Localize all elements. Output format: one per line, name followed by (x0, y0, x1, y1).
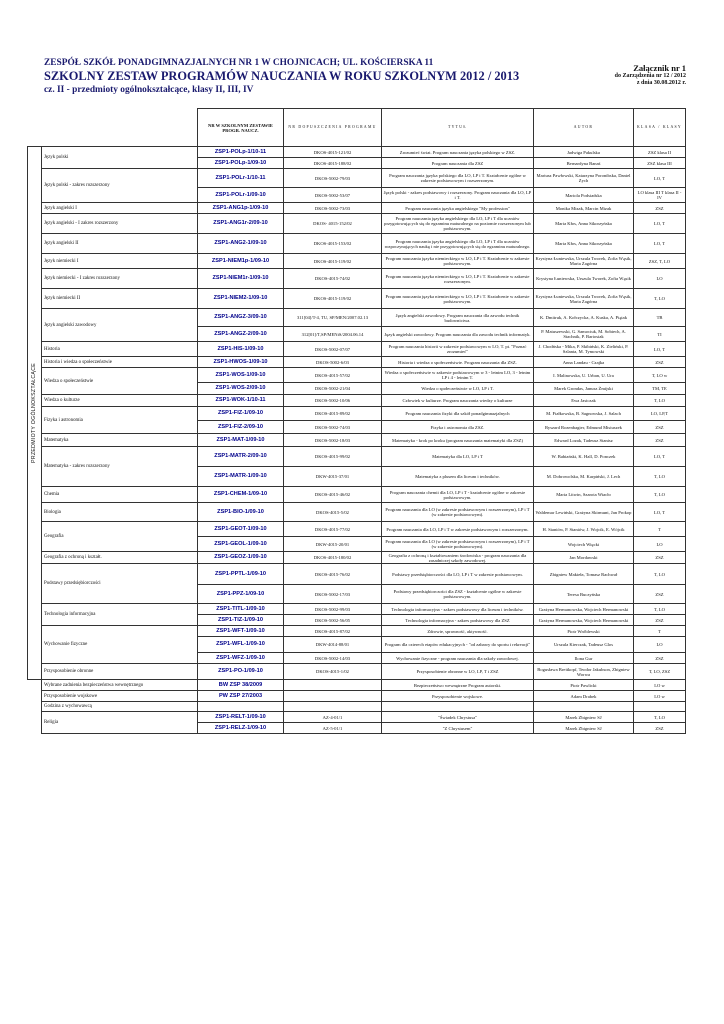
program-author: Jan Mordawski (534, 552, 634, 564)
subject-cell: Język angielski II (42, 234, 198, 254)
approval-number (284, 680, 382, 691)
program-number: ZSP1-WOK-1/10-11 (198, 395, 284, 407)
program-number: ZSP1-WFZ-1/09-10 (198, 653, 284, 664)
approval-number: DKOS-4015-180/02 (284, 552, 382, 564)
class-level: TI (634, 327, 686, 342)
approval-number: DKOS-4015-5/02 (284, 503, 382, 522)
subject-cell: Chemia (42, 487, 198, 503)
table-row (28, 342, 686, 357)
program-title: Język polski - zakres podstawowy i rozszerzony. Program nauczania dla LO, LP i T. (382, 188, 534, 203)
approval-number: DKOS-4015-76/02 (284, 564, 382, 585)
approval-number: DKOS-5002-53/07 (284, 188, 382, 203)
approval-number: DKOS-5002-18/03 (284, 434, 382, 447)
subject-cell: Matematyka (42, 434, 198, 447)
program-title: Podstawy przedsiębiorczości dla LO, LP i T w zakresie podstawowym. (382, 564, 534, 585)
attachment-note (615, 63, 686, 87)
approval-number: DKOS-5002-6/03 (284, 357, 382, 368)
class-level: LO w (634, 691, 686, 702)
program-number: ZSP1-MAT-1/09-10 (198, 434, 284, 447)
program-author: Urszula Kierczak, Tadeusz Glos (534, 637, 634, 653)
approval-number: DKOS-4015-121/02 (284, 147, 382, 158)
approval-number: DKOS-4015-153/02 (284, 234, 382, 254)
subject-cell: Technologia informacyjna (42, 604, 198, 626)
approval-number: DKOS-5002-17/03 (284, 585, 382, 604)
program-author: Waldemar Lewiński, Grażyna Skirmunt, Jan Prokop (534, 503, 634, 522)
empty-side-cell (28, 680, 42, 691)
program-number: ZSP1-NIEM1r-1/09-10 (198, 269, 284, 289)
program-title: Język angielski zawodowy. Program nauczania dla zawodu technik budownictwa. (382, 309, 534, 327)
class-level: ZSZ (634, 723, 686, 734)
class-level: LO w (634, 680, 686, 691)
table-row (28, 552, 686, 564)
class-level: T, LO (634, 604, 686, 615)
table-row (28, 269, 686, 289)
program-author: J. Chodńska - Mika, P. Skibiński, K. Zieliński, P. Szlanta, M. Tymowski (534, 342, 634, 357)
table-row (28, 147, 686, 158)
approval-number: DKOS-4015-89/02 (284, 407, 382, 421)
program-author: W. Babiański, K. Hall, D. Ponczek (534, 447, 634, 467)
program-title: Przysposobienie obronne w LO, LP, T i ZSZ (382, 664, 534, 680)
program-author: Piotr Wróblewski (534, 626, 634, 637)
program-title: Technologia informacyjna - zakres podstawowy dla liceum i techników. (382, 604, 534, 615)
program-title: Przysposobienie wojskowe. (382, 691, 534, 702)
program-author: Maria Kłos, Anna Sikorzyńska (534, 214, 634, 234)
approval-number (284, 691, 382, 702)
subject-cell: Język polski (42, 147, 198, 169)
subject-cell: Język angielski zawodowy (42, 309, 198, 342)
class-level: LO, T (634, 234, 686, 254)
approval-number: DKOS-5002-73/03 (284, 203, 382, 214)
subject-cell: Podstawy przedsiębiorczości (42, 564, 198, 604)
class-level: LO, T (634, 503, 686, 522)
program-number: ZSP1-RELT-1/09-10 (198, 712, 284, 723)
approval-number: DKW-4015-20/01 (284, 537, 382, 552)
program-author: Piotr Pawlicki (534, 680, 634, 691)
side-label-cell (28, 147, 42, 680)
attachment-order: do Zarządzenia nr 12 / 2012 (614, 73, 686, 79)
table-row (28, 712, 686, 723)
program-number: ZSP1-POLp-1/10-11 (198, 147, 284, 158)
class-level: TM, TE (634, 383, 686, 395)
class-level: ZSZ (634, 552, 686, 564)
approval-number: DKOS-5002-56/05 (284, 615, 382, 626)
program-author: Grażyna Hermanowska, Wojciech Hermanowski (534, 615, 634, 626)
class-level: ZSZ (634, 615, 686, 626)
table-row (28, 604, 686, 615)
class-level: LO (634, 537, 686, 552)
side-label: PRZEDMIOTY OGÓLNOKSZTAŁCĄCE (31, 363, 37, 463)
table-row (28, 447, 686, 467)
program-title: Program nauczania języka niemieckiego w LO, LP i T. Kształcenie w zakresie podstawowym. (382, 289, 534, 309)
program-number: ZSP1-ANG1p-1/09-10 (198, 203, 284, 214)
approval-number: DKOS-5002-99/03 (284, 604, 382, 615)
program-author: Ilona Gur (534, 653, 634, 664)
class-level: LO, T (634, 342, 686, 357)
subject-cell: Wiedza o społeczeństwie (42, 368, 198, 395)
program-author: Ryszard Rozenbagier, Edmund Misiuszek (534, 421, 634, 434)
program-title: Zrozumieć świat. Program nauczania języka polskiego w ZSZ. (382, 147, 534, 158)
program-author: Jadwiga Pakulska (534, 147, 634, 158)
class-level (634, 702, 686, 712)
program-author: Anna Landau - Czajka (534, 357, 634, 368)
subject-cell: Przysposobienie obronne (42, 664, 198, 680)
program-title: Program nauczania języka polskiego dla LO, LP i T. Kształcenie ogólne w zakresie podstawowym i rozszerzonym. (382, 169, 534, 188)
program-author: Krystyna Łuniewska, Urszula Tworek, Zofia Wąsik, Maria Zagórna (534, 289, 634, 309)
program-title: Program nauczania języka niemieckiego w LO, LP i T. Kształcenie w zakresie podstawowym. (382, 254, 534, 269)
col-header-nr: NR W SZKOLNYM ZESTAWIE PROGR. NAUCZ. (198, 109, 284, 147)
class-level: T, LO (634, 289, 686, 309)
program-title: Fizyka i astronomia dla ZSZ. (382, 421, 534, 434)
class-level: LO, T (634, 447, 686, 467)
program-title: Program nauczania języka angielskiego "My profession" (382, 203, 534, 214)
program-title (382, 702, 534, 712)
class-level: ZSZ, T, LO (634, 254, 686, 269)
program-title: Program nauczania dla ZSZ (382, 158, 534, 169)
program-author: Marek Zbigniew SJ (534, 723, 634, 734)
approval-number: DKOS-4015-74/02 (284, 269, 382, 289)
program-author: Krystyna Łuniewska, Urszula Tworek, Zofia Wąsik (534, 269, 634, 289)
approval-number: DKOS-4015-99/02 (284, 447, 382, 467)
class-level: ZSZ (634, 434, 686, 447)
program-title: Program nauczania historii w zakresie podstawowym w LO, T. pt. "Poznać zrozumieć" (382, 342, 534, 357)
program-author: Monika Mizak, Marcin Mizak (534, 203, 634, 214)
program-title: Wiedza o społeczeństwie w zakresie podstawowym w 3 - letnim LO, 3 - letnim LP i 4 - letnim T. (382, 368, 534, 383)
program-number: ZSP1-FIZ-2/09-10 (198, 421, 284, 434)
class-level: LO, T (634, 169, 686, 188)
table-row (28, 487, 686, 503)
table-row (28, 564, 686, 585)
class-level: LO klasa III T klasa II - IV (634, 188, 686, 203)
program-author: I. Malinowska, U. Urban, U. Ura (534, 368, 634, 383)
approval-number: DKOS-4015-119/02 (284, 289, 382, 309)
class-level: ZSZ (634, 203, 686, 214)
program-number: ZSP1-PPZ-1/09-10 (198, 585, 284, 604)
subject-cell: Religia (42, 712, 198, 734)
approval-number (284, 702, 382, 712)
approval-number: AZ-4-01/1 (284, 712, 382, 723)
program-title: Program nauczania języka angielskiego dla LO, LP i T dla uczniów rozpoczynających naukę i nie przygotowujących się do egzaminu maturalnego. (382, 234, 534, 254)
table-row (28, 702, 686, 712)
class-level: TB (634, 309, 686, 327)
program-number: ZSP1-POLr-1/09-10 (198, 188, 284, 203)
program-number: ZSP1-ANG1r-2/09-10 (198, 214, 284, 234)
class-level: T, LO w (634, 368, 686, 383)
program-number: ZSP1-PPTL-1/09-10 (198, 564, 284, 585)
program-title: Matematyka dla LO, LP i T (382, 447, 534, 467)
program-title: Program nauczania języka angielskiego dla LO, LP i T dla uczniów przygotowujących się do egzaminu maturalnego na poziomie rozszerzonym lub podstawowym. (382, 214, 534, 234)
program-author: Edward Lozak, Tadeusz Stanisz (534, 434, 634, 447)
approval-number: DKOS-5002-10/06 (284, 395, 382, 407)
program-number: ZSP1-HIS-1/09-10 (198, 342, 284, 357)
subject-cell: Historia (42, 342, 198, 357)
program-author (534, 702, 634, 712)
class-level: T, LO, ZSZ (634, 664, 686, 680)
class-level: T, LO (634, 487, 686, 503)
program-number: ZSP1-POLr-1/10-11 (198, 169, 284, 188)
program-author: K. Dmitruk, A. Kołczycka, A. Kuska, A. Piątak (534, 309, 634, 327)
approval-number: DKOS-4015-188/02 (284, 158, 382, 169)
program-number: ZSP1-NIEM2-1/09-10 (198, 289, 284, 309)
class-level: LO (634, 637, 686, 653)
page-subtitle: cz. II - przedmioty ogólnokształcące, klasy II, III, IV (44, 85, 254, 95)
subject-cell: Język angielski - I zakres rozszerzony (42, 214, 198, 234)
program-title: Język angielski zawodowy. Program nauczania dla zawodu technik informatyk. (382, 327, 534, 342)
attachment-date: z dnia 30.08.2012 r. (636, 80, 686, 86)
table-row (28, 434, 686, 447)
program-title: "Świadek Chrystusa" (382, 712, 534, 723)
approval-number: DKOS-5002-14/03 (284, 653, 382, 664)
program-title: Matematyka - krok po kroku (program nauczania matematyki dla ZSZ) (382, 434, 534, 447)
empty-side-cell (28, 723, 42, 734)
subject-cell: Język angielski I (42, 203, 198, 214)
program-author: M. Dobrowolska, M. Karpiński, J. Lech (534, 467, 634, 487)
program-title: Zdrowie, sprawność, aktywność. (382, 626, 534, 637)
program-number: ZSP1-POLp-1/09-10 (198, 158, 284, 169)
program-title: Program nauczania dla LO, LP i T w zakresie podstawowym i rozszerzonym. (382, 522, 534, 537)
program-title: Wychowanie fizyczne - program nauczania dla szkoły zawodowej. (382, 653, 534, 664)
subject-cell: Wiedza o kulturze (42, 395, 198, 407)
program-author: P. Matuszewski, G. Samociuk, M. Sobiech, A. Stachnik, P. Bartosiak (534, 327, 634, 342)
empty-side-cell (28, 712, 42, 723)
table-row (28, 691, 686, 702)
program-author: Wojciech Więcki (534, 537, 634, 552)
program-number: ZSP1-MATR-1/09-10 (198, 467, 284, 487)
program-number: ZSP1-BIO-1/09-10 (198, 503, 284, 522)
table-row (28, 664, 686, 680)
program-number: ZSP1-ANGZ-3/09-10 (198, 309, 284, 327)
program-author: Adam Drabek (534, 691, 634, 702)
table-row (28, 626, 686, 637)
class-level: ZSZ (634, 421, 686, 434)
program-author: H. Staniów, P. Staniów, J. Wojcik, E. Wójcik (534, 522, 634, 537)
program-number: ZSP1-MATR-2/09-10 (198, 447, 284, 467)
program-author: Ewa Jasiczak (534, 395, 634, 407)
program-title: Technologia informacyjna - zakres podstawowy dla ZSZ (382, 615, 534, 626)
program-title: Program nauczania chemii dla LO, LP i T - kształcenie ogólne w zakresie podstawowym. (382, 487, 534, 503)
table-row (28, 407, 686, 421)
subject-cell: Język niemiecki - I zakres rozszerzony (42, 269, 198, 289)
subject-cell: Biologia (42, 503, 198, 522)
subject-cell: Fizyka i astronomia (42, 407, 198, 434)
empty-side-cell (28, 702, 42, 712)
table-row (28, 368, 686, 383)
table-row (28, 214, 686, 234)
approval-number: AZ-5-01/1 (284, 723, 382, 734)
table-row (28, 203, 686, 214)
subject-cell: Historia i wiedza o społeczeństwie (42, 357, 198, 368)
program-title: Bezpieczeństwo wewnętrzne Program autorski. (382, 680, 534, 691)
program-number: PW ZSP 27/2003 (198, 691, 284, 702)
program-author: Maria Kłos, Anna Sikorzyńska (534, 234, 634, 254)
subject-cell: Godzina z wychowawcą (42, 702, 198, 712)
program-number: ZSP1-GEOZ-1/09-10 (198, 552, 284, 564)
class-level: T (634, 626, 686, 637)
class-level: ZSZ (634, 357, 686, 368)
subject-cell: Przysposobienie wojskowe (42, 691, 198, 702)
program-number: ZSP1-WFT-1/09-10 (198, 626, 284, 637)
table-row (28, 357, 686, 368)
subject-cell: Matematyka - zakres rozszerzony (42, 447, 198, 487)
program-number: ZSP1-PO-1/09-10 (198, 664, 284, 680)
program-number: ZSP1-TITL-1/09-10 (198, 604, 284, 615)
program-author: M. Fiałkowska, B. Sagnowska, J. Salach (534, 407, 634, 421)
class-level: LO (634, 269, 686, 289)
subject-cell: Wybrane zadnienia bezpieczeństwa wewnętrznego (42, 680, 198, 691)
col-header-author: AUTOR (534, 109, 634, 147)
table-row (28, 395, 686, 407)
subject-cell: Język polski - zakres rozszerzony (42, 169, 198, 203)
approval-number: DKOS-5002-79/03 (284, 169, 382, 188)
class-level: ZSZ klasa III (634, 158, 686, 169)
table-row (28, 289, 686, 309)
program-number: ZSP1-RELZ-1/09-10 (198, 723, 284, 734)
page-title: SZKOLNY ZESTAW PROGRAMÓW NAUCZANIA W ROKU SZKOLNYM 2012 / 2013 (44, 69, 520, 83)
subject-cell: Wychowanie fizyczne (42, 626, 198, 664)
approval-number: DKOS-4015-77/02 (284, 522, 382, 537)
class-level: LO, LP,T (634, 407, 686, 421)
table-row (28, 309, 686, 327)
program-number: ZSP1-GEOT-1/09-10 (198, 522, 284, 537)
approval-number: DKOS- 4015-152/02 (284, 214, 382, 234)
subject-cell: Geografia z ochroną i kształt. (42, 552, 198, 564)
subject-cell: Język niemiecki I (42, 254, 198, 269)
table-header-row (28, 109, 686, 147)
table-row (28, 234, 686, 254)
program-title: Program nauczania języka niemieckiego w LO, LP i T. Kształcenie w zakresie rozszerzonym. (382, 269, 534, 289)
program-title: Matematyka z plusem dla liceum i techników. (382, 467, 534, 487)
program-author: Zbigniew Makieła, Tomasz Rachwał (534, 564, 634, 585)
approval-number: DKOS-4015-119/02 (284, 254, 382, 269)
approval-number: DKOS-4015-1/02 (284, 664, 382, 680)
program-author: Bogusława Breitkopf, Teodor Jakubson, Zbigniew Worwa (534, 664, 634, 680)
attachment-title: Załącznik nr 1 (633, 63, 686, 73)
class-level: T, LO (634, 395, 686, 407)
program-number: ZSP1-HWOS-1/09-10 (198, 357, 284, 368)
empty-side-cell (28, 691, 42, 702)
class-level: T (634, 522, 686, 537)
program-number: ZSP1-FIZ-1/09-10 (198, 407, 284, 421)
program-title: Program nauczania fizyki dla szkół ponadgimnazjalnych (382, 407, 534, 421)
subject-cell: Geografia (42, 522, 198, 552)
table-row (28, 680, 686, 691)
program-author: Krystyna Łuniewska, Urszula Tworek, Zofia Wąsik, Maria Zagórna (534, 254, 634, 269)
program-title: Program nauczania dla LO (w zakresie podstawowym i rozszerzonym), LP i T (w zakresie podstawowym). (382, 537, 534, 552)
approval-number: 312[01]/T,SP/MENiS/2004.06.14 (284, 327, 382, 342)
program-title: Podstawy przedsiębiorczości dla ZSZ - kształcenie ogólne w zakresie podstawowym. (382, 585, 534, 604)
approval-number: DKW-4015-37/01 (284, 467, 382, 487)
program-title: Program dla czterech etapów edukacyjnych - "od zabawy do sportu i rekreacji" (382, 637, 534, 653)
program-author: Bernardyna Banaś (534, 158, 634, 169)
approval-number: DKOS-4015-57/02 (284, 368, 382, 383)
class-level: ZSZ klasa II (634, 147, 686, 158)
program-author: Marek Zbigniew SJ (534, 712, 634, 723)
program-author: Marek Grondas, Janusz Żmijski (534, 383, 634, 395)
program-author: Maria Litwin, Szarota Wiacło (534, 487, 634, 503)
table-row (28, 522, 686, 537)
table-row (28, 503, 686, 522)
table-row (28, 169, 686, 188)
program-title: Program nauczania dla LO (w zakresie podstawowym i rozszerzonym), LP i T (w zakresie podstawowym). (382, 503, 534, 522)
program-number: ZSP1-ANG2-1/09-10 (198, 234, 284, 254)
program-number: ZSP1-ANGZ-2/09-10 (198, 327, 284, 342)
program-title: Historia i wiedza o społeczeństwie. Program nauczania dla ZSZ. (382, 357, 534, 368)
program-author: Teresa Buczyńska (534, 585, 634, 604)
approval-number: DKOS-5002-07/07 (284, 342, 382, 357)
curriculum-table (27, 108, 686, 734)
program-number: ZSP1-WFL-1/09-10 (198, 637, 284, 653)
program-number: BW ZSP 38/2009 (198, 680, 284, 691)
class-level: T, LO (634, 712, 686, 723)
program-number: ZSP1-NIEM1p-1/09-10 (198, 254, 284, 269)
program-title: Geografia z ochroną i kształtowaniem środowiska - program nauczania dla zasadniczej szkoły zawodowej. (382, 552, 534, 564)
program-title: "Z Chrystusem" (382, 723, 534, 734)
program-number: ZSP1-TIZ-1/09-10 (198, 615, 284, 626)
approval-number: DKOS-5002-74/03 (284, 421, 382, 434)
program-number (198, 702, 284, 712)
program-author: Mariusz Pawłowski, Katarzyna Poronibska, Daniel Zych (534, 169, 634, 188)
approval-number: DKOS-4015-46/02 (284, 487, 382, 503)
school-name: ZESPÓŁ SZKÓŁ PONADGIMNAZJALNYCH NR 1 W CHOJNICACH; UL. KOŚCIERSKA 11 (44, 58, 434, 68)
program-author: Mariola Podsiadska (534, 188, 634, 203)
col-header-approval: NR DOPUSZCZENIA PROGRAMU (284, 109, 382, 147)
class-level: T, LO (634, 564, 686, 585)
class-level: LO, T (634, 214, 686, 234)
col-header-title: TYTUŁ (382, 109, 534, 147)
program-number: ZSP1-GEOL-1/09-10 (198, 537, 284, 552)
approval-number: DKOS-5002-21/04 (284, 383, 382, 395)
program-number: ZSP1-WOS-1/09-10 (198, 368, 284, 383)
approval-number: 311[04]/T-4, TU, SP/MEN/2007.02.13 (284, 309, 382, 327)
program-number: ZSP1-CHEM-1/09-10 (198, 487, 284, 503)
program-title: Wiedza o społeczeństwie w LO, LP i T. (382, 383, 534, 395)
program-title: Człowiek w kulturze. Program nauczania wiedzy o kulturze (382, 395, 534, 407)
class-level: T, LO (634, 467, 686, 487)
program-number: ZSP1-WOS-2/09-10 (198, 383, 284, 395)
col-header-class: KLASA / KLASY (634, 109, 686, 147)
table-row (28, 254, 686, 269)
approval-number: DKW-4014-88/01 (284, 637, 382, 653)
approval-number: DKOS-4015-87/02 (284, 626, 382, 637)
program-author: Grażyna Hermanowska, Wojciech Hermanowski (534, 604, 634, 615)
class-level: ZSZ (634, 653, 686, 664)
document-header (44, 58, 684, 95)
subject-cell: Język niemiecki II (42, 289, 198, 309)
class-level: ZSZ (634, 585, 686, 604)
